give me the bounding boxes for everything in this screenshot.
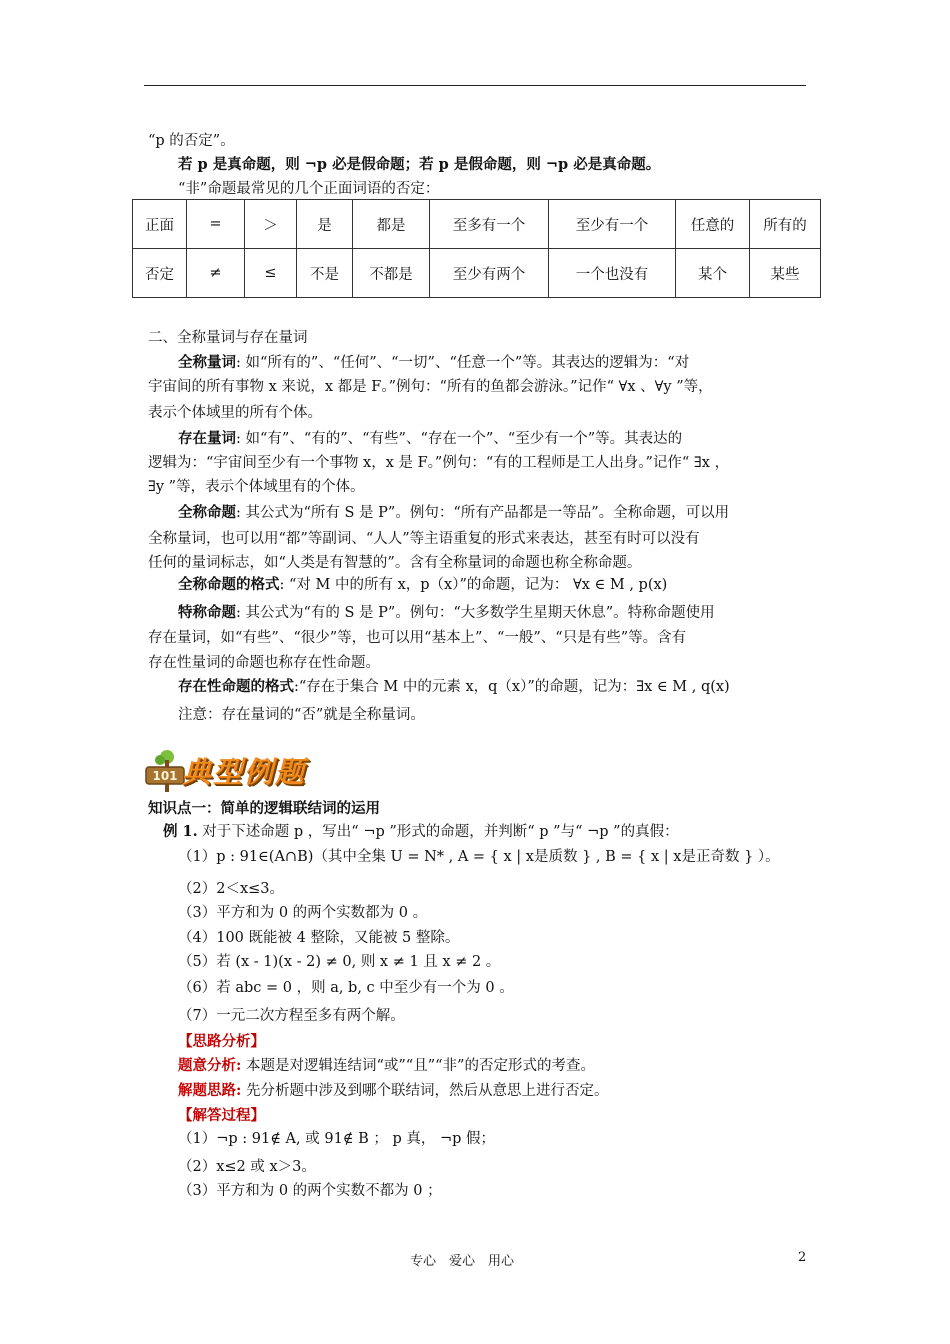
paragraph-line: 逻辑为：“宇宙间至少有一个事物 x，x 是 F。”例句：“有的工程师是工人出身。”记作“ ∃x ， [148,455,730,471]
analysis-text: 先分析题中涉及到哪个联结词，然后从意思上进行否定。 [241,1083,609,1099]
analysis-line [178,1056,595,1076]
table-cell: 某个 [676,249,750,298]
paragraph-line: 表示个体域里的所有个体。 [148,405,322,421]
paragraph-line: 存在量词，如“有些”、“很少”等，也可以用“基本上”、“一般”、“只是有些”等。含有 [148,630,687,646]
analysis-line [178,1081,608,1101]
paragraph-line [178,677,730,697]
table-cell: 否定 [133,249,187,298]
table-cell: 某些 [750,249,821,298]
table-cell: 至多有一个 [430,200,549,249]
term-text: : 其公式为“所有 S 是 P”。例句：“所有产品都是一等品”。全称命题，可以用 [236,505,730,521]
example-item: （6）若 abc = 0 ，则 a, b, c 中至少有一个为 0 。 [178,980,514,996]
term-label: 存在量词 [178,430,236,447]
example-item: （3）平方和为 0 的两个实数都为 0 。 [178,905,428,921]
solution-line: （3）平方和为 0 的两个实数不都为 0 ； [178,1183,442,1199]
paragraph-line [178,603,715,623]
table-cell: ≤ [245,249,297,298]
paragraph-line [178,429,682,449]
table-cell: ＞ [245,200,297,249]
table-cell: 一个也没有 [549,249,676,298]
analysis-text: 本题是对逻辑连结词“或”“且”“非”的否定形式的考查。 [241,1058,595,1074]
example-item: （5）若 (x - 1)(x - 2) ≠ 0, 则 x ≠ 1 且 x ≠ 2 。 [178,954,501,970]
term-text: :“存在于集合 M 中的元素 x，q（x）”的命题，记为：∃x ∈ M , q(x) [294,679,730,695]
page-number: 2 [798,1250,807,1265]
paragraph-line [178,575,667,595]
banner-title: 典型例题 [182,755,307,789]
term-text: : “对 M 中的所有 x，p（x）”的命题，记为： ∀x ∈ M , p(x) [279,577,668,593]
table-cell: 不都是 [353,249,430,298]
footer-motto: 专心 爱心 用心 [410,1254,515,1269]
section-heading: 二、全称量词与存在量词 [148,330,308,346]
analysis-label: 题意分析: [178,1057,242,1074]
paragraph-line: 注意：存在量词的“否”就是全称量词。 [178,707,425,723]
paragraph-line: 全称量词，也可以用“都”等副词、“人人”等主语重复的形式来表达，甚至有时可以没有 [148,531,700,547]
example-label: 例 1. [163,823,198,840]
table-cell: 至少有一个 [549,200,676,249]
table-cell: 不是 [297,249,353,298]
term-label: 存在性命题的格式 [178,678,294,695]
negation-table [132,199,821,298]
table-row [133,249,821,298]
paragraph-line: 任何的量词标志，如“人类是有智慧的”。含有全称量词的命题也称全称命题。 [148,555,642,571]
typical-examples-banner [142,748,324,794]
analysis-heading: 【思路分析】 [178,1033,265,1050]
solution-line: （1）¬p : 91∉ A, 或 91∉ B ； p 真， ¬p 假； [178,1131,496,1147]
table-cell: 所有的 [750,200,821,249]
example-item: （1）p : 91∈(A∩B)（其中全集 U = N* , A = { x | x是质数 } , B = { x | x是正奇数 } ）。 [178,849,780,865]
paragraph-line: 存在性量词的命题也称存在性命题。 [148,655,380,671]
table-cell: ≠ [187,249,245,298]
paragraph-line [178,353,689,373]
term-text: : 其公式为“有的 S 是 P”。例句：“大多数学生星期天休息”。特称命题使用 [236,605,715,621]
example-line [163,822,679,842]
text-line: “非”命题最常见的几个正面词语的否定： [178,181,440,197]
table-cell: 至少有两个 [430,249,549,298]
table-cell: 是 [297,200,353,249]
paragraph-line: 宇宙间的所有事物 x 来说，x 都是 F。”例句：“所有的鱼都会游泳。”记作“ ∀x 、∀y ”等， [148,379,713,395]
table-cell: 都是 [353,200,430,249]
paragraph-line [178,503,729,523]
text-line-bold: 若 p 是真命题，则 ¬p 必是假命题；若 p 是假命题，则 ¬p 必是真命题。 [178,156,661,173]
term-label: 全称命题的格式 [178,576,280,593]
example-item: （4）100 既能被 4 整除，又能被 5 整除。 [178,930,460,946]
header-rule [144,85,806,86]
solution-heading: 【解答过程】 [178,1107,265,1124]
solution-line: （2）x≤2 或 x＞3。 [178,1159,316,1175]
example-item: （7）一元二次方程至多有两个解。 [178,1008,405,1024]
term-text: : 如“有”、“有的”、“有些”、“存在一个”、“至少有一个”等。其表达的 [236,431,683,447]
analysis-label: 解题思路: [178,1082,242,1099]
banner-badge-text: 101 [152,769,178,783]
example-item: （2）2＜x≤3。 [178,881,285,897]
text-line: “p 的否定”。 [148,133,235,149]
knowledge-point-heading: 知识点一：简单的逻辑联结词的运用 [148,800,380,817]
table-cell: 任意的 [676,200,750,249]
table-cell: = [187,200,245,249]
term-label: 特称命题 [178,604,236,621]
table-row [133,200,821,249]
term-label: 全称命题 [178,504,236,521]
paragraph-line: ∃y ”等，表示个体域里有的个体。 [148,479,365,495]
term-label: 全称量词 [178,354,236,371]
table-cell: 正面 [133,200,187,249]
example-text: 对于下述命题 p ，写出“ ¬p ”形式的命题，并判断“ p ”与“ ¬p ”的真假： [197,824,679,840]
term-text: : 如“所有的”、“任何”、“一切”、“任意一个”等。其表达的逻辑为：“对 [236,355,690,371]
